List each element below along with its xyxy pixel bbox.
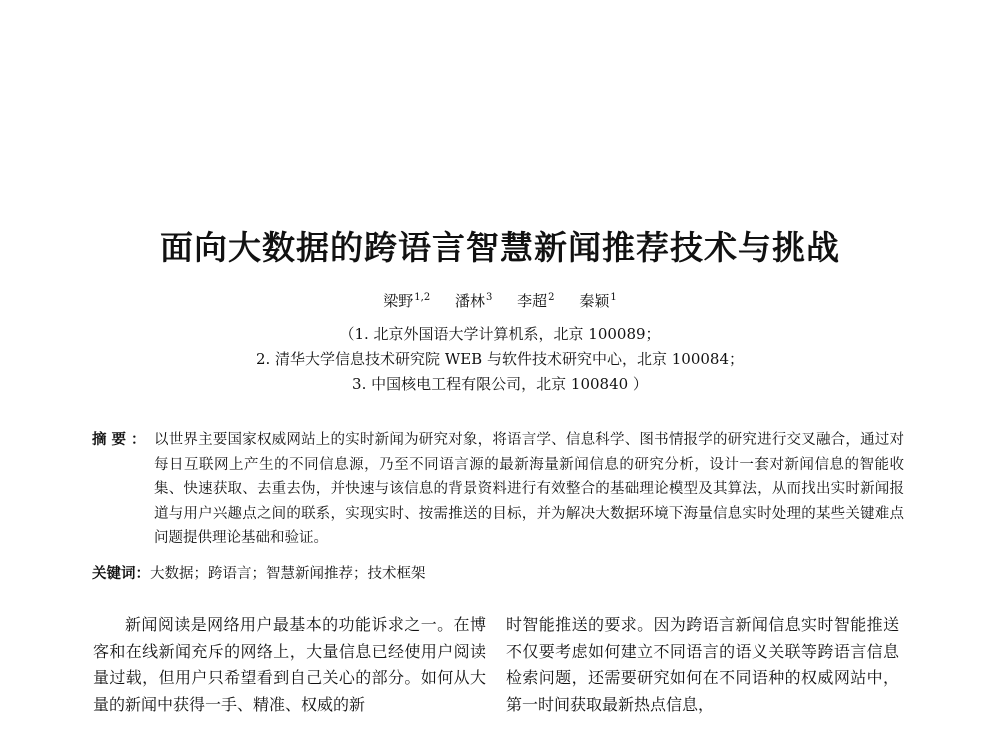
- abstract-text: 以世界主要国家权威网站上的实时新闻为研究对象，将语言学、信息科学、图书情报学的研究进行交叉融合，通过对每日互联网上产生的不同信息源，乃至不同语言源的最新海量新闻信息的研究分析，设计一套对新闻信息的智能收集、快速获取、去重去伪，并快速与该信息的背景资料进行有效整合的基础理论模型及其算法，从而找出实时新闻报道与用户兴趣点之间的联系，实现实时、按需推送的目标，并为解决大数据环境下海量信息实时处理的某些关键难点问题提供理论基础和验证。: [154, 432, 904, 547]
- body-column-right: 时智能推送的要求。因为跨语言新闻信息实时智能推送不仅要考虑如何建立不同语言的语义关联等跨语言信息检索问题，还需要研究如何在不同语种的权威网站中，第一时间获取最新热点信息，: [506, 615, 899, 714]
- affiliation-line: 2. 清华大学信息技术研究院 WEB 与软件技术研究中心，北京 100084；: [255, 350, 745, 368]
- author-name: 李超: [517, 292, 548, 310]
- abstract-label: 摘要：: [92, 432, 151, 448]
- author-affiliation-marker: 3: [486, 292, 493, 303]
- author: [579, 292, 616, 310]
- keywords-text: 大数据；跨语言；智慧新闻推荐；技术框架: [150, 566, 426, 582]
- author: [383, 292, 430, 310]
- author-affiliation-marker: 1,2: [414, 292, 431, 303]
- keywords-label: 关键词：: [92, 566, 150, 582]
- author-affiliation-marker: 2: [548, 292, 555, 303]
- author-list: [0, 290, 1000, 311]
- author-affiliation-marker: 1: [610, 292, 617, 303]
- author-name: 秦颖: [579, 292, 610, 310]
- author-name: 潘林: [454, 292, 485, 310]
- affiliation-line: 3. 中国核电工程有限公司，北京 100840 ）: [352, 375, 648, 393]
- author: [455, 292, 492, 310]
- paper-title: 面向大数据的跨语言智慧新闻推荐技术与挑战: [160, 228, 840, 267]
- abstract: [92, 428, 904, 551]
- body-column-left: 新闻阅读是网络用户最基本的功能诉求之一。在博客和在线新闻充斥的网络上，大量信息已经使用户阅读量过载，但用户只希望看到自己关心的部分。如何从大量的新闻中获得一手、精准、权威的新: [93, 615, 486, 714]
- author-name: 梁野: [383, 292, 414, 310]
- keywords: [92, 562, 904, 583]
- affiliation-line: （1. 北京外国语大学计算机系，北京 100089；: [339, 325, 661, 343]
- author: [517, 292, 554, 310]
